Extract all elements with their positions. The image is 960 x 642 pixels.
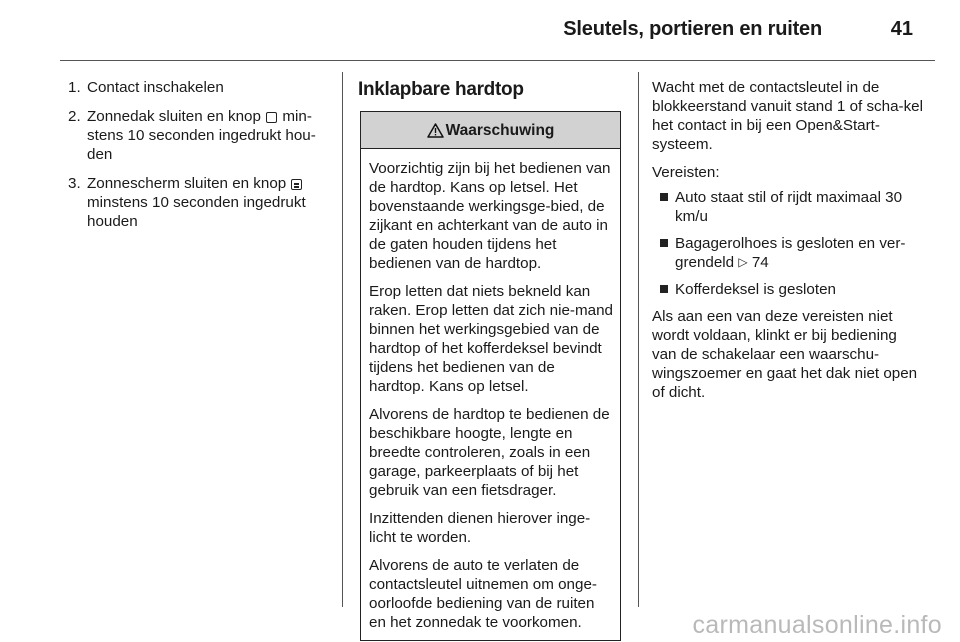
warning-box xyxy=(360,111,621,641)
watermark: carmanualsonline.info xyxy=(692,611,942,639)
sunroof-icon xyxy=(266,112,277,123)
page-reference-icon: ▷ xyxy=(738,255,748,269)
warning-paragraph: Erop letten dat niets bekneld kan raken. Erop letten dat zich nie-mand binnen het werkingsgebied van de hardtop of het kofferdeksel bevindt tijdens het bedienen van de hardtop. Kans op letsel. xyxy=(369,283,613,395)
list-item-text: Kofferdeksel is gesloten xyxy=(675,281,836,298)
bullet-square-icon xyxy=(660,285,668,293)
requirements-label: Vereisten: xyxy=(652,164,720,181)
bullet-square-icon xyxy=(660,193,668,201)
list-item-content xyxy=(675,234,924,272)
step-number: 3. xyxy=(68,175,81,192)
list-item xyxy=(652,188,924,226)
warning-paragraph: Alvorens de hardtop te bedienen de beschikbare hoogte, lengte en breedte controleren, zoals in een garage, parkeerplaats of bij het gebruik van een fietsdrager. xyxy=(369,406,610,499)
hardtop-section xyxy=(360,78,622,641)
list-item xyxy=(652,234,924,272)
section-heading: Inklapbare hardtop xyxy=(358,79,524,100)
warning-title: Waarschuwing xyxy=(445,121,555,139)
step-text xyxy=(87,107,330,164)
list-item xyxy=(652,280,924,299)
step-number: 1. xyxy=(68,79,81,96)
step-text: Contact inschakelen xyxy=(87,79,224,96)
intro-paragraph: Wacht met de contactsleutel in de blokkeerstand vanuit stand 1 of scha-kel het contact in bij een Open&Start-systeem. xyxy=(652,79,924,153)
column-divider xyxy=(638,72,639,607)
bullet-square-icon xyxy=(660,239,668,247)
warning-header xyxy=(361,112,620,149)
column-divider xyxy=(342,72,343,607)
warning-paragraph: Alvorens de auto te verlaten de contactsleutel uitnemen om onge-oorloofde bediening van de ruiten en het zonnedak te voorkomen. xyxy=(369,557,597,631)
warning-body xyxy=(361,149,620,640)
step-item xyxy=(68,78,330,97)
warning-paragraph: Inzittenden dienen hierover inge-licht te worden. xyxy=(369,510,591,546)
list-item-text: Auto staat stil of rijdt maximaal 30 km/u xyxy=(675,189,903,225)
closing-paragraph: Als aan een van deze vereisten niet wordt voldaan, klinkt er bij bediening van de schakelaar een waarschu-wingszoemer en gaat het dak niet open of dicht. xyxy=(652,308,918,401)
list-item-text: Bagagerolhoes is gesloten en ver-grendeld xyxy=(675,235,906,271)
steps-list xyxy=(68,78,330,241)
step-text-before: Zonnescherm sluiten en knop xyxy=(87,175,287,192)
sunshade-icon xyxy=(291,179,302,190)
step-text xyxy=(87,174,330,231)
step-text-after: min-stens 10 seconden ingedrukt hou-den xyxy=(87,108,316,163)
page-header-title: Sleutels, portieren en ruiten xyxy=(563,18,822,40)
step-number: 2. xyxy=(68,108,81,125)
requirements-section xyxy=(652,78,924,411)
step-item xyxy=(68,107,330,164)
page-reference-link[interactable]: 74 xyxy=(751,254,769,271)
warning-paragraph: Voorzichtig zijn bij het bedienen van de hardtop. Kans op letsel. Het bovenstaande werkingsge-bied, de zijkant en achterkant van de auto in de gaten houden tijdens het bedienen van de hardtop. xyxy=(369,160,611,272)
step-text-before: Zonnedak sluiten en knop xyxy=(87,108,261,125)
warning-triangle-icon xyxy=(427,123,444,138)
page-number: 41 xyxy=(890,18,913,40)
step-item xyxy=(68,174,330,231)
requirements-list xyxy=(652,188,924,299)
header-rule xyxy=(60,60,935,61)
step-text-after: minstens 10 seconden ingedrukt houden xyxy=(87,194,306,230)
